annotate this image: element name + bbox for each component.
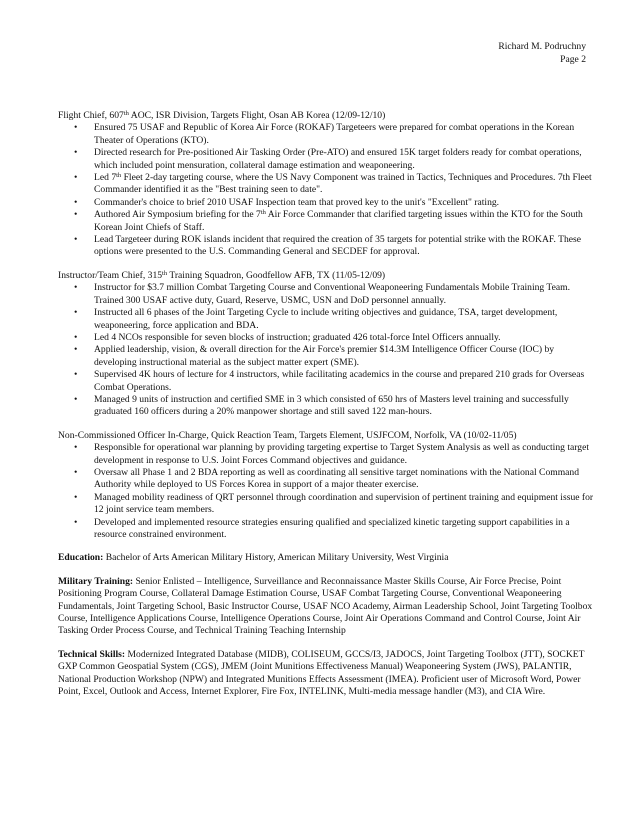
bullet-item: • Led 4 NCOs responsible for seven blocks of instruction; graduated 426 total-force Intel Officers annually. <box>94 332 598 344</box>
bullet-item: • Developed and implemented resource strategies ensuring qualified and specialized kinetic targeting support capabilities in a resource constrained environment. <box>94 517 598 542</box>
ordinal-suffix: th <box>123 110 129 117</box>
technical-skills-label: Technical Skills: <box>58 648 126 660</box>
author-name: Richard M. Podruchny <box>498 41 586 52</box>
bullet-item: • Led 7th Fleet 2-day targeting course, where the US Navy Component was trained in Tactics, Techniques and Procedures. 7th Fleet Commander identified it as the "Best training seen to date". <box>94 172 598 197</box>
bullet-item: • Instructor for $3.7 million Combat Targeting Course and Conventional Weaponeering Fundamentals Mobile Training Team. Trained 300 USAF active duty, Guard, Reserve, USMC, USN and DoD personnel annually. <box>94 282 598 307</box>
bullet-item: • Oversaw all Phase 1 and 2 BDA reporting as well as coordinating all sensitive target nominations with the National Command Authority while deployed to US Forces Korea in support of a major theater exercise. <box>94 467 598 492</box>
job-entry <box>58 110 598 259</box>
ordinal-suffix: th <box>116 172 122 180</box>
bullet-item: • Applied leadership, vision, & overall direction for the Air Force's premier $14.3M Intelligence Officer Course (IOC) by developing instructional material as the subject matter expert (SME). <box>94 344 598 369</box>
job-bullets <box>58 122 598 258</box>
bullet-item: • Commander's choice to brief 2010 USAF Inspection team that proved key to the unit's "Excellent" rating. <box>94 197 598 209</box>
job-title: Non-Commissioned Officer In-Charge, Quick Reaction Team, Targets Element, USJFCOM, Norfolk, VA (10/02-11/05) <box>58 429 517 441</box>
bullet-item: • Supervised 4K hours of lecture for 4 instructors, while facilitating academics in the course and prepared 210 grads for Overseas Combat Operations. <box>94 369 598 394</box>
bullet-item: • Managed mobility readiness of QRT personnel through coordination and supervision of pertinent training and equipment issue for 12 joint service team members. <box>94 492 598 517</box>
job-entry <box>58 270 598 419</box>
bullet-item: • Lead Targeteer during ROK islands incident that required the creation of 35 targets for potential strike with the ROKAF. These options were presented to the U.S. Commanding General and SECDEF for approval. <box>94 234 598 259</box>
bullet-item: • Managed 9 units of instruction and certified SME in 3 which consisted of 650 hrs of Masters level training and successfully graduated 160 officers during a 20% manpower shortage and still saved 122 man-hours. <box>94 394 598 419</box>
page-header <box>498 40 586 66</box>
ordinal-suffix: th <box>260 209 266 217</box>
resume-body <box>58 110 598 709</box>
technical-skills-text: Modernized Integrated Database (MIDB), COLISEUM, GCCS/I3, JADOCS, Joint Targeting Toolbox (JTT), SOCKET GXP Common Geospatial System (CGS), JMEM (Joint Munitions Effectiveness Manual) Weaponeering System (JWS), PALANTIR, National Production Workshop (NPW) and Integrated Munitions Effects Assessment (IMEA). Proficient user of Microsoft Word, Power Point, Excel, Outlook and Access, Internet Explorer, Fire Fox, INTELINK, Multi-media message handler (M3), and CIA Wire. <box>58 648 585 698</box>
job-title: Instructor/Team Chief, 315th Training Squadron, Goodfellow AFB, TX (11/05-12/09) <box>58 269 386 281</box>
technical-skills-section <box>58 649 598 699</box>
bullet-item: • Responsible for operational war planning by providing targeting expertise to Target System Analysis as well as conducting target development in response to U.S. Joint Forces Command objectives and guidance. <box>94 442 598 467</box>
education-text: Bachelor of Arts American Military History, American Military University, West Virginia <box>105 552 449 564</box>
military-training-text: Senior Enlisted – Intelligence, Surveillance and Reconnaissance Master Skills Course, Air Force Precise, Point Positioning Program Course, Collateral Damage Estimation Course, USAF Combat Targeting Course, Conventional Weaponeering Fundamentals, Joint Targeting School, Basic Instructor Course, USAF NCO Academy, Airman Leadership School, Joint Targeting Toolbox Course, Intelligence Applications Course, Intelligence Operations Course, Joint Air Operations Command and Control Course, Joint Air Tasking Order Process Course, and Technical Training Teaching Internship <box>58 575 593 637</box>
bullet-item: • Instructed all 6 phases of the Joint Targeting Cycle to include writing objectives and guidance, TSA, target development, weaponeering, force application and BDA. <box>94 307 598 332</box>
bullet-item: • Authored Air Symposium briefing for the 7th Air Force Commander that clarified targeting issues within the KTO for the South Korean Joint Chiefs of Staff. <box>94 209 598 234</box>
job-bullets <box>58 282 598 418</box>
education-label: Education: <box>58 552 104 564</box>
education-section <box>58 552 598 564</box>
job-title: Flight Chief, 607th AOC, ISR Division, Targets Flight, Osan AB Korea (12/09-12/10) <box>58 110 386 121</box>
page-number: Page 2 <box>560 54 586 65</box>
bullet-item: • Ensured 75 USAF and Republic of Korea Air Force (ROKAF) Targeteers were prepared for combat operations in the Korean Theater of Operations (KTO). <box>94 122 598 147</box>
ordinal-suffix: th <box>162 269 168 277</box>
job-entry <box>58 430 598 542</box>
military-training-label: Military Training: <box>58 575 134 587</box>
job-bullets <box>58 442 598 541</box>
military-training-section <box>58 576 598 638</box>
bullet-item: • Directed research for Pre-positioned Air Tasking Order (Pre-ATO) and ensured 15K target folders ready for combat operations, which included point mensuration, collateral damage estimation and weaponeering. <box>94 147 598 172</box>
